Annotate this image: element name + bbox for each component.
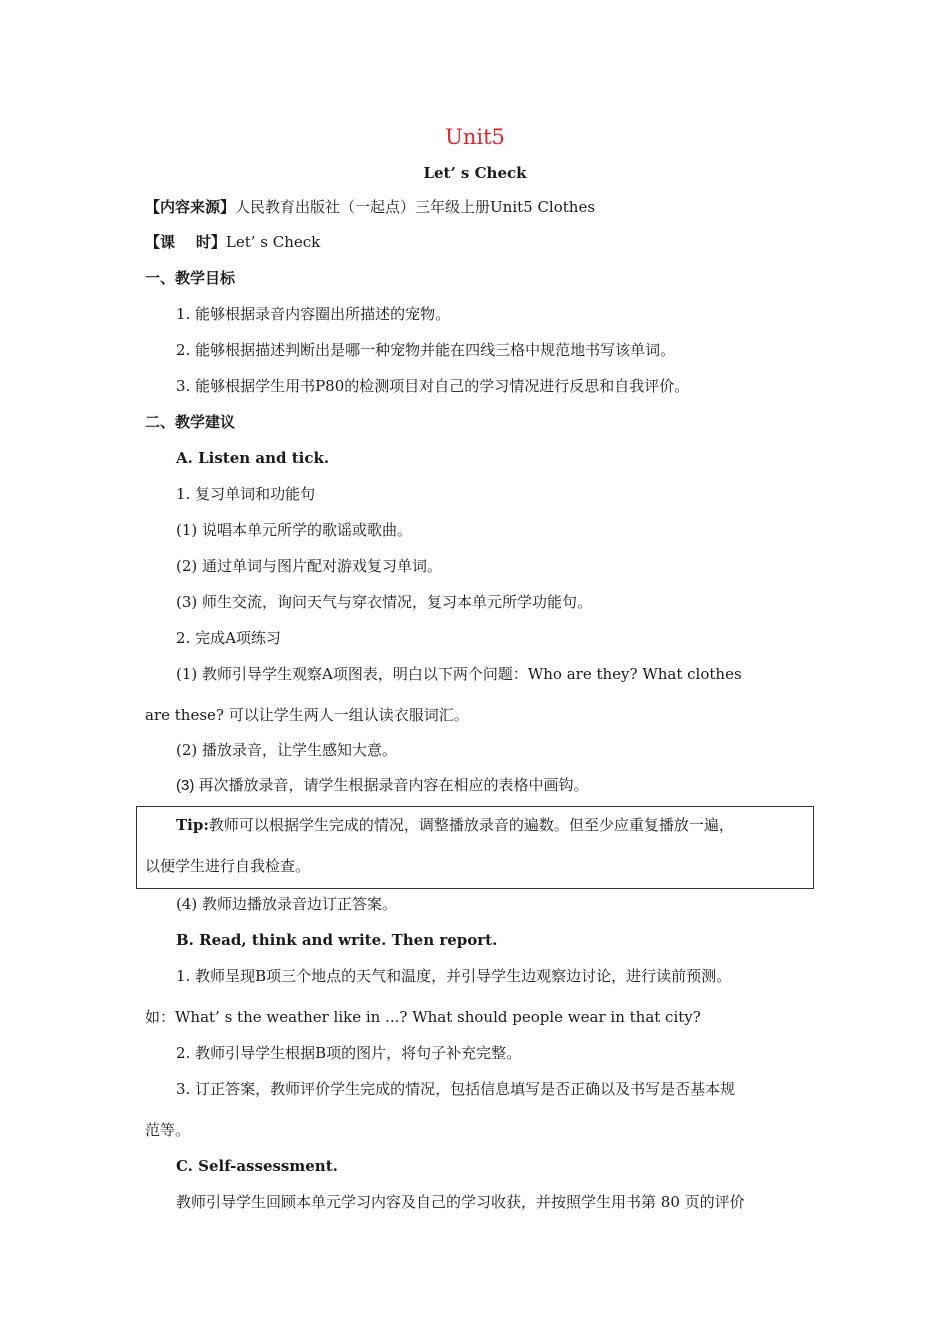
part-b-item3-line1: 3. 订正答案，教师评价学生完成的情况，包括信息填写是否正确以及书写是否基本规	[176, 1080, 736, 1098]
tip-label: Tip:	[176, 816, 209, 834]
content-source-text: 人民教育出版社（一起点）三年级上册Unit5 Clothes	[235, 198, 596, 216]
tip-line2: 以便学生进行自我检查。	[145, 857, 311, 875]
lesson-line	[145, 232, 320, 252]
part-b-item1-line2: 如：What’ s the weather like in ...? What should people wear in that city?	[145, 1008, 701, 1026]
part-b-item3-line2: 范等。	[145, 1121, 191, 1139]
document-subtitle: Let’ s Check	[423, 164, 527, 182]
tip-text: 教师可以根据学生完成的情况，调整播放录音的遍数。但至少应重复播放一遍，	[208, 816, 734, 834]
objective-item: 2. 能够根据描述判断出是哪一种宠物并能在四线三格中规范地书写该单词。	[176, 341, 676, 359]
part-a-step1-item: (1) 说唱本单元所学的歌谣或歌曲。	[176, 521, 413, 539]
content-source-line	[145, 197, 595, 217]
part-a-step2-item2: (2) 播放录音，让学生感知大意。	[176, 741, 398, 759]
part-a-step2-item1-line2: are these? 可以让学生两人一组认读衣服词汇。	[145, 706, 469, 724]
part-b-item2: 2. 教师引导学生根据B项的图片，将句子补充完整。	[176, 1044, 522, 1062]
tip-line1	[176, 815, 734, 835]
section2-heading: 二、教学建议	[145, 413, 236, 431]
lesson-label: 【课 时】	[145, 233, 226, 251]
content-source-label: 【内容来源】	[145, 198, 236, 216]
part-b-item1-line1: 1. 教师呈现B项三个地点的天气和温度，并引导学生边观察边讨论，进行读前预测。	[176, 967, 732, 985]
part-b-heading: B. Read, think and write. Then report.	[176, 931, 498, 949]
part-a-step1: 1. 复习单词和功能句	[176, 485, 316, 503]
part-a-step1-item: (2) 通过单词与图片配对游戏复习单词。	[176, 557, 443, 575]
document-title: Unit5	[445, 125, 505, 149]
part-a-heading: A. Listen and tick.	[176, 449, 330, 467]
objective-item: 1. 能够根据录音内容圈出所描述的宠物。	[176, 305, 451, 323]
part-a-step2-item1-line1: (1) 教师引导学生观察A项图表，明白以下两个问题：Who are they? What clothes	[176, 665, 742, 683]
part-a-step2: 2. 完成A项练习	[176, 629, 281, 647]
part-a-step2-item4: (4) 教师边播放录音边订正答案。	[176, 895, 398, 913]
objective-item: 3. 能够根据学生用书P80的检测项目对自己的学习情况进行反思和自我评价。	[176, 377, 690, 395]
part-a-step1-item: (3) 师生交流，询问天气与穿衣情况，复习本单元所学功能句。	[176, 593, 593, 611]
part-a-step2-item3: (3) 再次播放录音，请学生根据录音内容在相应的表格中画钩。	[176, 777, 589, 794]
part-c-heading: C. Self-assessment.	[176, 1157, 338, 1175]
part-c-line1: 教师引导学生回顾本单元学习内容及自己的学习收获，并按照学生用书第 80 页的评价	[176, 1193, 745, 1211]
lesson-text: Let’ s Check	[225, 233, 321, 251]
section1-heading: 一、教学目标	[145, 269, 236, 287]
